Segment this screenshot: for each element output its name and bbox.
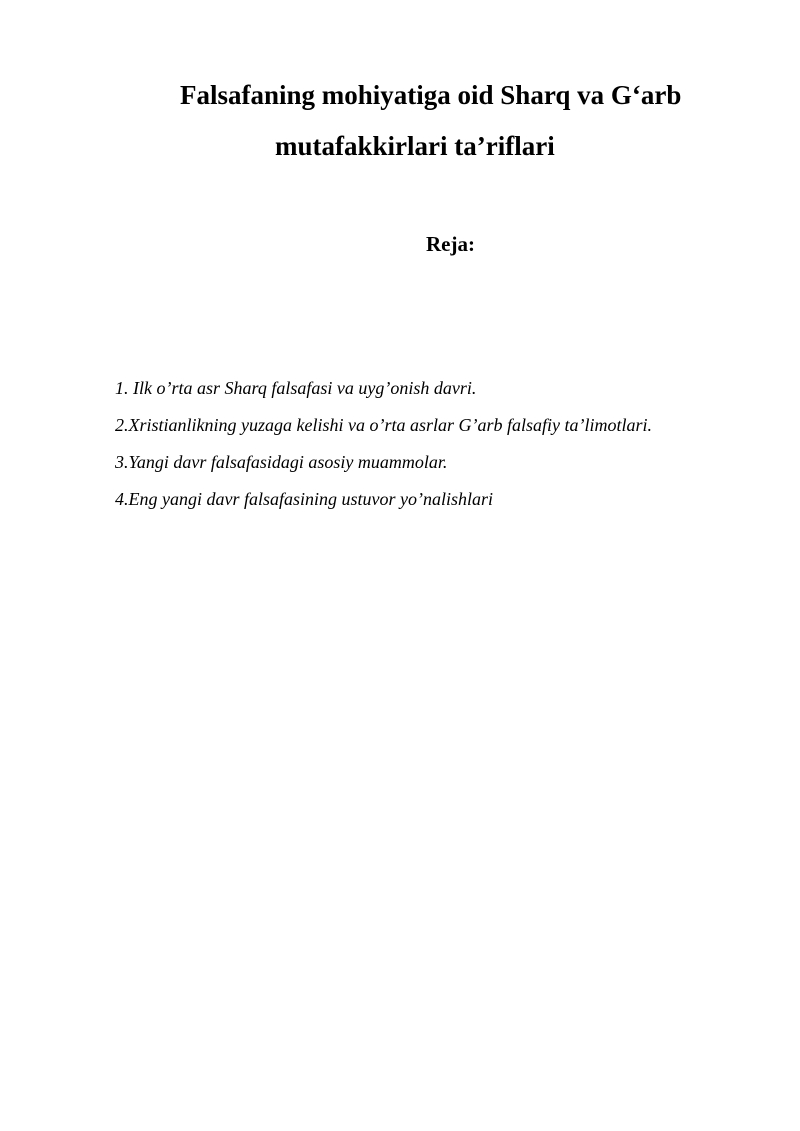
document-title-line-1: Falsafaning mohiyatiga oid Sharq va G‘arb: [180, 80, 682, 110]
plan-item: 2.Xristianlikning yuzaga kelishi va o’rta asrlar G’arb falsafiy ta’limotlari.: [115, 415, 652, 435]
plan-item: 4.Eng yangi davr falsafasining ustuvor yo’nalishlari: [115, 489, 493, 509]
plan-item: 1. Ilk o’rta asr Sharq falsafasi va uyg’onish davri.: [115, 378, 477, 398]
plan-list: [115, 370, 742, 518]
plan-heading: Reja:: [426, 232, 475, 256]
plan-item: 3.Yangi davr falsafasidagi asosiy muammolar.: [115, 452, 448, 472]
document-title-line-2: mutafakkirlari ta’riflari: [275, 131, 555, 161]
